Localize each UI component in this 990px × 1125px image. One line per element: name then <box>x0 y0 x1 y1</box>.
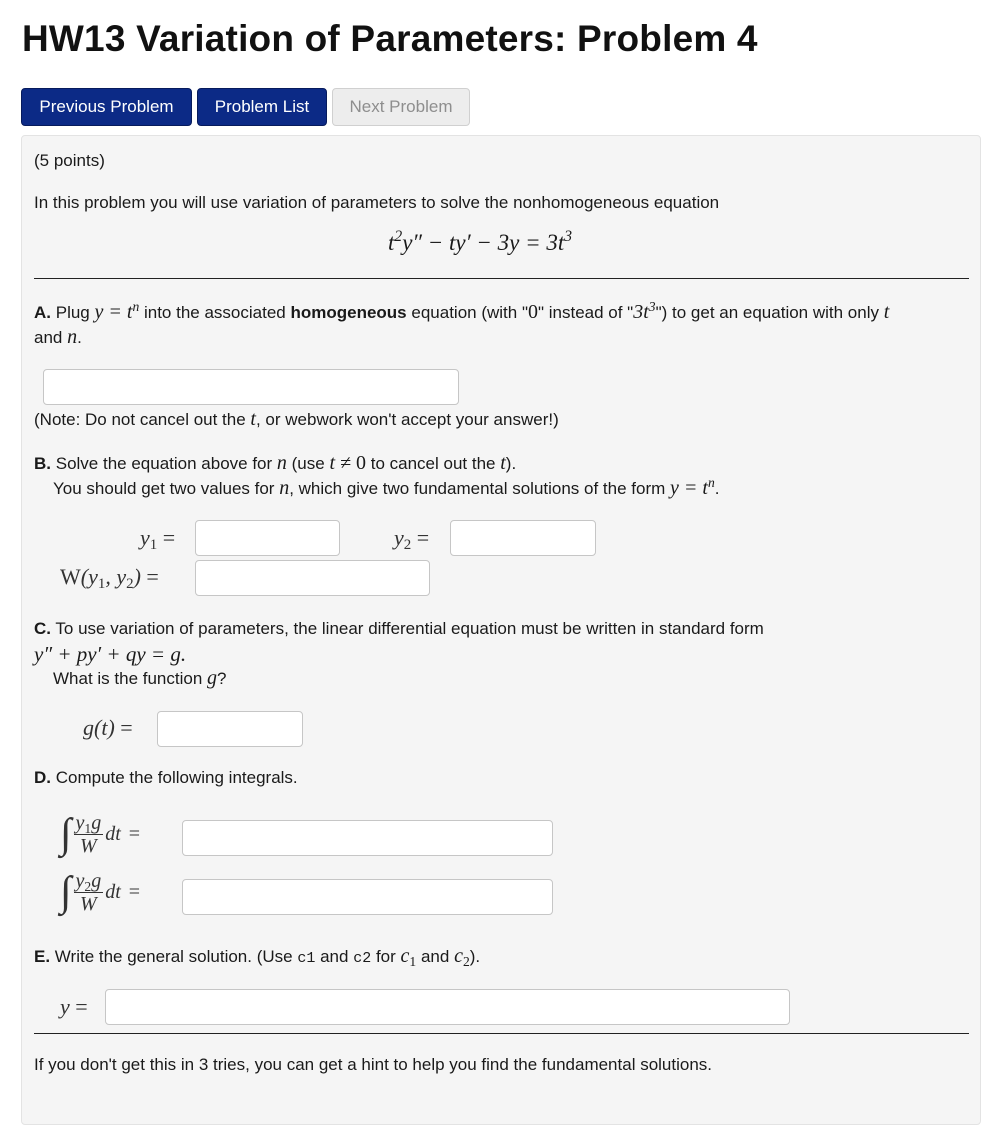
y2-label: $y_2$ = <box>394 525 430 554</box>
wronskian-input[interactable] <box>195 560 430 596</box>
main-equation: $t^2y'' - ty' - 3y = 3t^3$ <box>388 228 573 255</box>
part-a-text: A. Plug $y = t^n$ into the associated homogeneous equation (with "0" instead of "$3t^3$") to get an equation with only t <box>34 298 890 323</box>
part-a-note: (Note: Do not cancel out the t, or webwork won't accept your answer!) <box>34 408 559 430</box>
integral-1-input[interactable] <box>182 820 553 856</box>
problem-list-button[interactable]: Problem List <box>197 88 327 126</box>
part-b-text: B. Solve the equation above for n (use t ≠ 0 to cancel out the t). <box>34 452 517 474</box>
integral-2-input[interactable] <box>182 879 553 915</box>
y1-label: $y_1$ = <box>140 525 176 554</box>
wronskian-label: $W(y_1$, $y_2$) = <box>60 564 159 593</box>
part-c-text: C. To use variation of parameters, the linear differential equation must be written in standard form <box>34 619 764 638</box>
standard-form-equation: y″ + py′ + qy = g. <box>34 642 187 666</box>
part-d-text: D. Compute the following integrals. <box>34 768 298 787</box>
page-title: HW13 Variation of Parameters: Problem 4 <box>22 18 758 59</box>
part-e-text: E. Write the general solution. (Use c1 and c2 for $c_1$ and $c_2$). <box>34 945 481 970</box>
intro-text: In this problem you will use variation of parameters to solve the nonhomogeneous equation <box>34 193 720 212</box>
g-input[interactable] <box>157 711 303 747</box>
answer-a-input[interactable] <box>43 369 459 405</box>
y2-input[interactable] <box>450 520 596 556</box>
y-label: y = <box>60 994 88 1019</box>
part-c-question: What is the function g? <box>53 667 227 689</box>
g-label: g(t) = <box>83 715 133 740</box>
previous-problem-button[interactable]: Previous Problem <box>21 88 192 126</box>
points-label: (5 points) <box>34 151 105 170</box>
part-b-text-line2: You should get two values for n, which give two fundamental solutions of the form $y = t^n$. <box>53 474 720 499</box>
divider <box>34 1033 969 1034</box>
integral-2-label: ∫ $\frac{y_2g}{W}$ dt = <box>60 869 141 915</box>
y1-input[interactable] <box>195 520 340 556</box>
integral-1-label: ∫ $\frac{y_1g}{W}$ dt = <box>60 811 141 857</box>
general-solution-input[interactable] <box>105 989 790 1025</box>
part-a-text-line2: and n. <box>34 326 82 348</box>
next-problem-button: Next Problem <box>332 88 470 126</box>
divider <box>34 278 969 279</box>
hint-text: If you don't get this in 3 tries, you can get a hint to help you find the fundamental solutions. <box>34 1055 713 1074</box>
